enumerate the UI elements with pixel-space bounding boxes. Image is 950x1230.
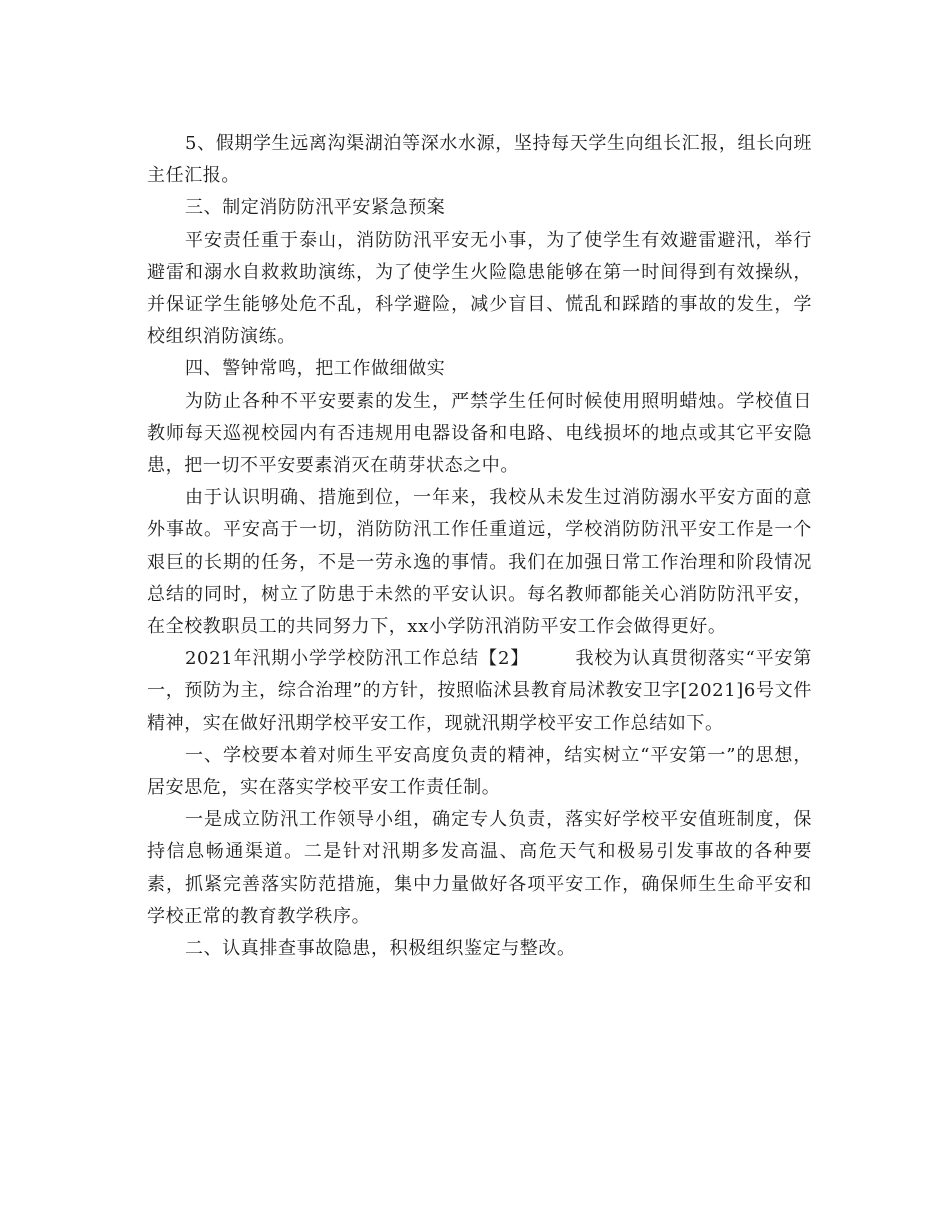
section-heading-responsibility: 一、学校要本着对师生平安高度负责的精神，结实树立“平安第一”的思想，居安思危，实在落实学校平安工作责任制。 (147, 744, 812, 799)
document-body (147, 128, 812, 965)
paragraph-year-summary: 由于认识明确、措施到位，一年来，我校从未发生过消防溺水平安方面的意外事故。平安高于一切，消防防汛工作任重道远，学校消防防汛平安工作是一个艰巨的长期的任务，不是一劳永逸的事情。我们在加强日常工作治理和阶段情况总结的同时，树立了防患于未然的平安认识。每名教师都能关心消防防汛平安，在全校教职员工的共同努力下，xx小学防汛消防平安工作会做得更好。 (147, 487, 812, 638)
section-heading-alarm-bell: 四、警钟常鸣，把工作做细做实 (185, 358, 446, 380)
section-heading-emergency-plan: 三、制定消防防汛平安紧急预案 (185, 197, 446, 219)
paragraph-summary-2-intro (147, 643, 812, 740)
paragraph-holiday-water-safety: 5、假期学生远离沟渠湖泊等深水水源，坚持每天学生向组长汇报，组长向班主任汇报。 (147, 133, 812, 187)
summary-intro-body: 我校为认真贯彻落实“平安第一，预防为主，综合治理”的方针，按照临沭县教育局沭教安卫字[2021]6号文件精神，实在做好汛期学校平安工作，现就汛期学校平安工作总结如下。 (147, 648, 812, 734)
summary-title: 2021年汛期小学学校防汛工作总结【2】 (185, 648, 530, 670)
paragraph-leadership-group: 一是成立防汛工作领导小组，确定专人负责，落实好学校平安值班制度，保持信息畅通渠道。二是针对汛期多发高温、高危天气和极易引发事故的各种要素，抓紧完善落实防范措施，集中力量做好各项平安工作，确保师生生命平安和学校正常的教育教学秩序。 (147, 809, 812, 927)
paragraph-prevent-hazards: 为防止各种不平安要素的发生，严禁学生任何时候使用照明蜡烛。学校值日教师每天巡视校园内有否违规用电器设备和电路、电线损坏的地点或其它平安隐患，把一切不平安要素消灭在萌芽状态之中。 (147, 390, 812, 477)
paragraph-emergency-drills: 平安责任重于泰山，消防防汛平安无小事，为了使学生有效避雷避汛，举行避雷和溺水自救救助演练，为了使学生火险隐患能够在第一时间得到有效操纵，并保证学生能够处危不乱，科学避险，减少盲目、慌乱和踩踏的事故的发生，学校组织消防演练。 (147, 229, 812, 348)
section-heading-hazard-check: 二、认真排查事故隐患，积极组织鉴定与整改。 (185, 938, 576, 960)
